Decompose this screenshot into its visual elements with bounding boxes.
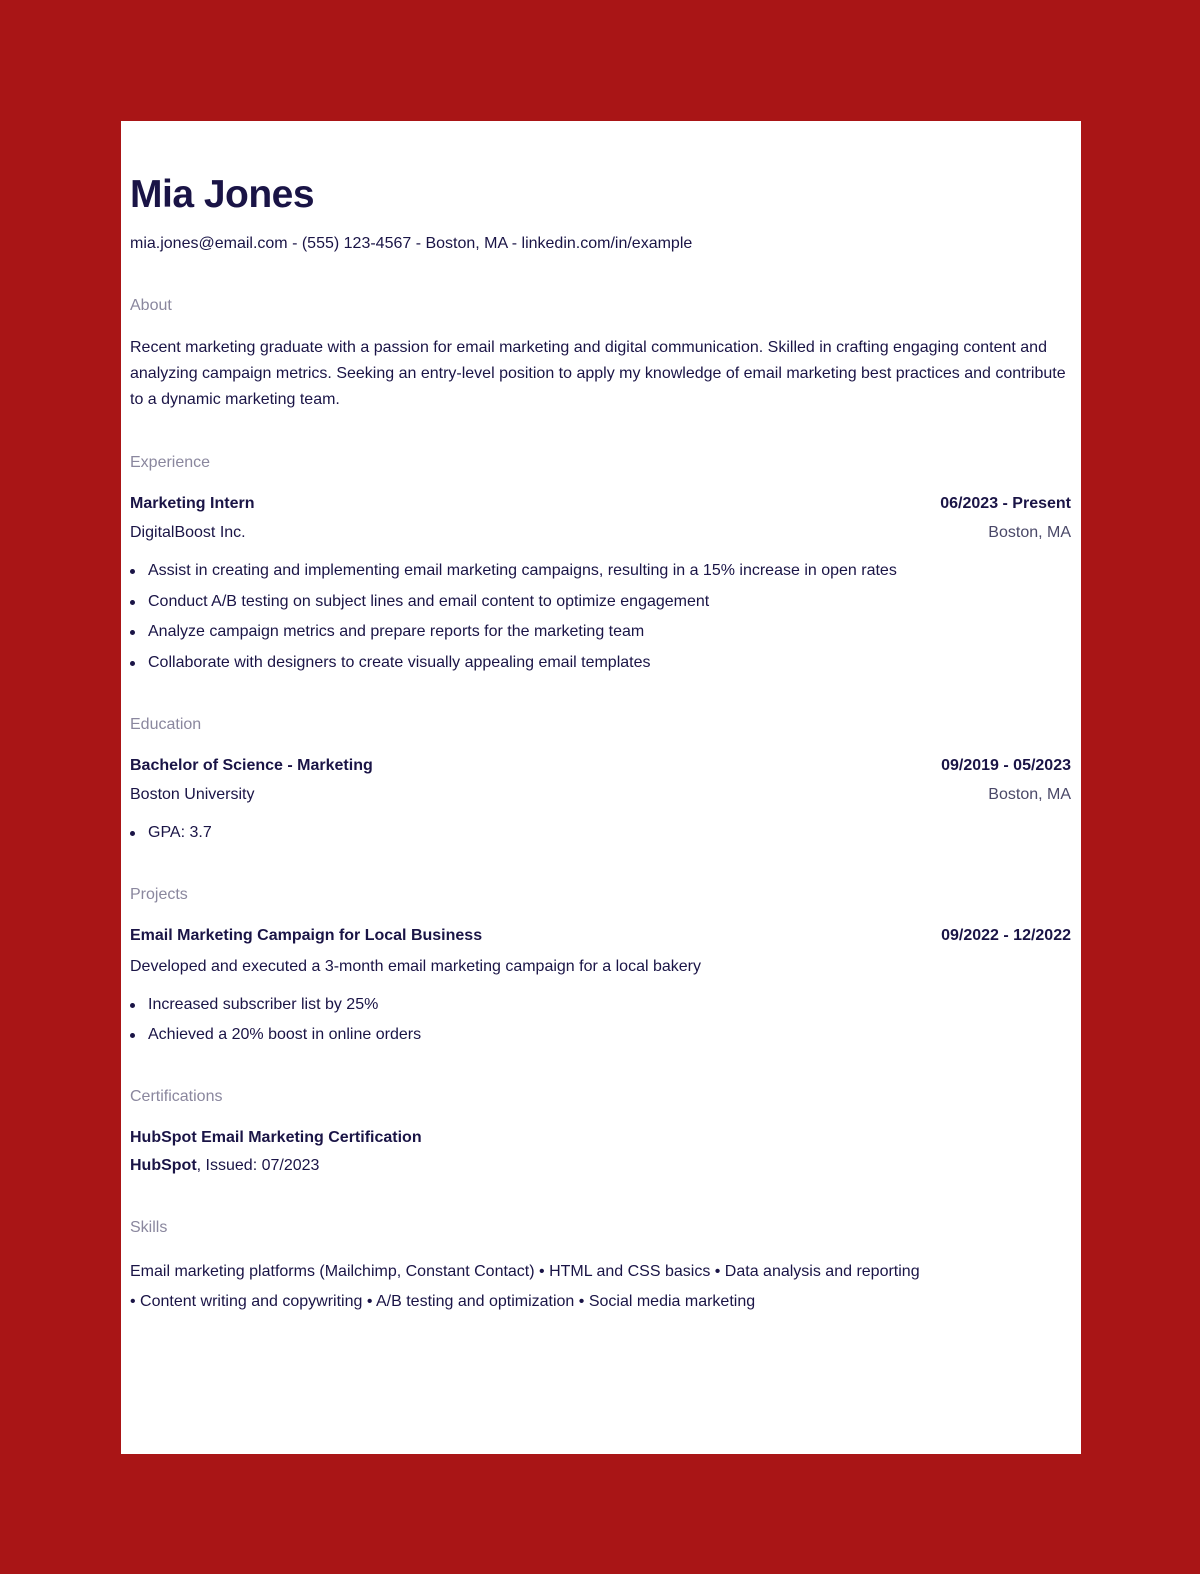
experience-bullets — [130, 559, 1071, 675]
skills-text — [130, 1257, 1071, 1317]
section-title-skills: Skills — [130, 1219, 168, 1236]
education-bullets — [130, 821, 1071, 845]
section-title-about: About — [130, 297, 172, 314]
candidate-name: Mia Jones — [130, 173, 315, 216]
project-header — [130, 924, 1071, 948]
certification-issuer: HubSpot — [130, 1157, 197, 1174]
list-item: Analyze campaign metrics and prepare reports for the marketing team — [130, 620, 1071, 644]
resume-page — [121, 121, 1081, 1454]
project-description: Developed and executed a 3-month email marketing campaign for a local bakery — [130, 957, 701, 975]
experience-subheader — [130, 521, 1071, 545]
project-name: Email Marketing Campaign for Local Business — [130, 926, 483, 944]
education-dates: 09/2019 - 05/2023 — [941, 756, 1071, 774]
skills-line-1: Email marketing platforms (Mailchimp, Constant Contact) • HTML and CSS basics • Data analysis and reporting — [130, 1263, 920, 1280]
education-header — [130, 754, 1071, 778]
project-bullets — [130, 993, 1071, 1048]
list-item: Conduct A/B testing on subject lines and email content to optimize engagement — [130, 590, 1071, 614]
skills-line-2: • Content writing and copywriting • A/B testing and optimization • Social media marketing — [130, 1293, 756, 1310]
certification-issued: , Issued: 07/2023 — [196, 1157, 320, 1174]
list-item: Collaborate with designers to create visually appealing email templates — [130, 651, 1071, 675]
section-title-certifications: Certifications — [130, 1088, 223, 1105]
contact-line: mia.jones@email.com - (555) 123-4567 - Boston, MA - linkedin.com/in/example — [130, 235, 693, 252]
education-degree: Bachelor of Science - Marketing — [130, 756, 373, 774]
experience-location: Boston, MA — [988, 524, 1071, 541]
certification-name: HubSpot Email Marketing Certification — [130, 1129, 422, 1146]
experience-header — [130, 492, 1071, 516]
list-item: Achieved a 20% boost in online orders — [130, 1023, 1071, 1047]
education-location: Boston, MA — [988, 785, 1071, 803]
list-item: GPA: 3.7 — [130, 821, 1071, 845]
education-school: Boston University — [130, 785, 255, 803]
project-dates: 09/2022 - 12/2022 — [941, 926, 1071, 944]
experience-role: Marketing Intern — [130, 495, 255, 512]
experience-company: DigitalBoost Inc. — [130, 524, 246, 541]
education-subheader — [130, 783, 1071, 807]
certification-details — [130, 1154, 1071, 1178]
list-item: Increased subscriber list by 25% — [130, 993, 1071, 1017]
experience-dates: 06/2023 - Present — [940, 495, 1071, 512]
about-text: Recent marketing graduate with a passion for email marketing and digital communication. Skilled in crafting engaging content and analyzing campaign metrics. Seeking an entry-level position to apply my knowledge of email marketing best practices and contribute to a dynamic marketing team. — [130, 339, 1066, 408]
section-title-education: Education — [130, 715, 202, 733]
section-title-experience: Experience — [130, 454, 211, 471]
section-title-projects: Projects — [130, 885, 188, 903]
list-item: Assist in creating and implementing email marketing campaigns, resulting in a 15% increase in open rates — [130, 559, 1071, 583]
